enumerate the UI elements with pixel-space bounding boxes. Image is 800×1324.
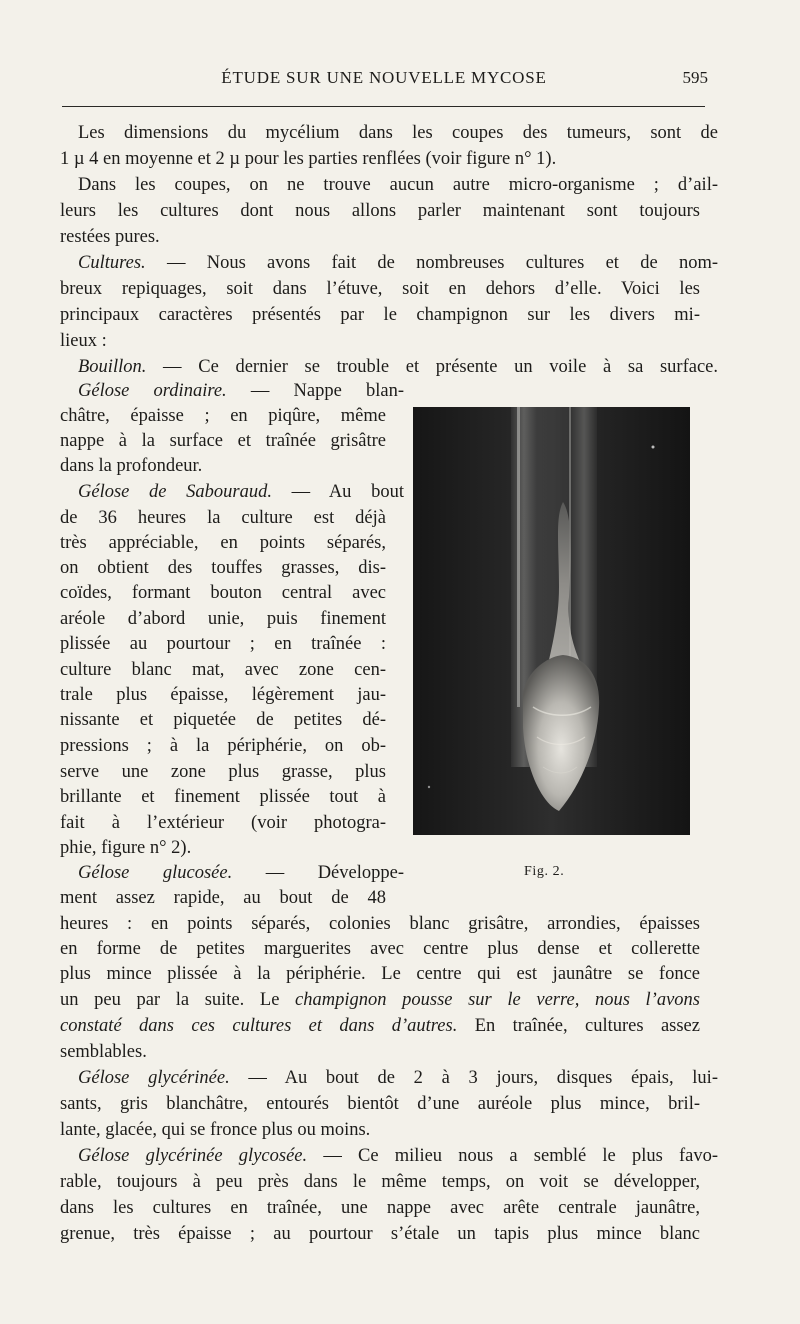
body-line: de 36 heures la culture est déjà bbox=[60, 508, 386, 528]
body-line: trale plus épaisse, légèrement jau- bbox=[60, 685, 386, 705]
header-rule bbox=[62, 106, 705, 107]
body-line: Gélose glucosée. — Développe- bbox=[78, 863, 404, 883]
body-line: principaux caractères présentés par le champignon sur les divers mi- bbox=[60, 305, 700, 325]
culture-tube-image bbox=[413, 407, 690, 835]
body-line: Gélose de Sabouraud. — Au bout bbox=[78, 482, 404, 502]
culture-tube-photograph bbox=[413, 407, 690, 835]
page-number: 595 bbox=[682, 68, 708, 87]
body-line: Gélose ordinaire. — Nappe blan- bbox=[78, 381, 404, 401]
body-line: dans la profondeur. bbox=[60, 456, 203, 476]
body-line: nappe à la surface et traînée grisâtre bbox=[60, 431, 386, 451]
figure-caption: Fig. 2. bbox=[524, 864, 565, 879]
body-line: constaté dans ces cultures et dans d’autres. En traînée, cultures assez bbox=[60, 1016, 700, 1036]
body-line: plus mince plissée à la périphérie. Le centre qui est jaunâtre se fonce bbox=[60, 964, 700, 984]
body-line: serve une zone plus grasse, plus bbox=[60, 762, 386, 782]
body-line: fait à l’extérieur (voir photogra- bbox=[60, 813, 386, 833]
body-line: phie, figure n° 2). bbox=[60, 838, 192, 858]
body-line: restées pures. bbox=[60, 227, 160, 247]
running-head bbox=[60, 68, 708, 96]
body-line: 1 µ 4 en moyenne et 2 µ pour les parties renflées (voir figure n° 1). bbox=[60, 149, 557, 169]
body-line: heures : en points séparés, colonies blanc grisâtre, arrondies, épaisses bbox=[60, 914, 700, 934]
body-line: coïdes, formant bouton central avec bbox=[60, 583, 386, 603]
body-line: dans les cultures en traînée, une nappe avec arête centrale jaunâtre, bbox=[60, 1198, 700, 1218]
body-line: lieux : bbox=[60, 331, 107, 351]
body-line: on obtient des touffes grasses, dis- bbox=[60, 558, 386, 578]
body-line: châtre, épaisse ; en piqûre, même bbox=[60, 406, 386, 426]
running-title: ÉTUDE SUR UNE NOUVELLE MYCOSE bbox=[221, 68, 547, 87]
body-line: très appréciable, en points séparés, bbox=[60, 533, 386, 553]
body-line: sants, gris blanchâtre, entourés bientôt d’une auréole plus mince, bril- bbox=[60, 1094, 700, 1114]
body-line: Gélose glycérinée. — Au bout de 2 à 3 jours, disques épais, lui- bbox=[78, 1068, 718, 1088]
body-line: brillante et finement plissée tout à bbox=[60, 787, 386, 807]
body-line: rable, toujours à peu près dans le même temps, on voit se développer, bbox=[60, 1172, 700, 1192]
body-line: nissante et piquetée de petites dé- bbox=[60, 710, 386, 730]
body-line: Les dimensions du mycélium dans les coupes des tumeurs, sont de bbox=[78, 123, 718, 143]
body-line: breux repiquages, soit dans l’étuve, soit en dehors d’elle. Voici les bbox=[60, 279, 700, 299]
body-line: Bouillon. — Ce dernier se trouble et présente un voile à sa surface. bbox=[78, 357, 718, 377]
body-line: ment assez rapide, au bout de 48 bbox=[60, 888, 386, 908]
body-line: semblables. bbox=[60, 1042, 147, 1062]
body-line: Gélose glycérinée glycosée. — Ce milieu nous a semblé le plus favo- bbox=[78, 1146, 719, 1166]
body-line: Cultures. — Nous avons fait de nombreuses cultures et de nom- bbox=[78, 253, 718, 273]
body-line: en forme de petites marguerites avec centre plus dense et collerette bbox=[60, 939, 700, 959]
body-line: culture blanc mat, avec zone cen- bbox=[60, 660, 386, 680]
body-line: plissée au pourtour ; en traînée : bbox=[60, 634, 386, 654]
body-line: aréole d’abord unie, puis finement bbox=[60, 609, 386, 629]
body-line: un peu par la suite. Le champignon pousse sur le verre, nous l’avons bbox=[60, 990, 700, 1010]
body-line: lante, glacée, qui se fronce plus ou moins. bbox=[60, 1120, 371, 1140]
body-line: leurs les cultures dont nous allons parler maintenant sont toujours bbox=[60, 201, 700, 221]
body-line: Dans les coupes, on ne trouve aucun autre micro-organisme ; d’ail- bbox=[78, 175, 718, 195]
body-line: pressions ; à la périphérie, on ob- bbox=[60, 736, 386, 756]
body-line: grenue, très épaisse ; au pourtour s’étale un tapis plus mince blanc bbox=[60, 1224, 700, 1244]
